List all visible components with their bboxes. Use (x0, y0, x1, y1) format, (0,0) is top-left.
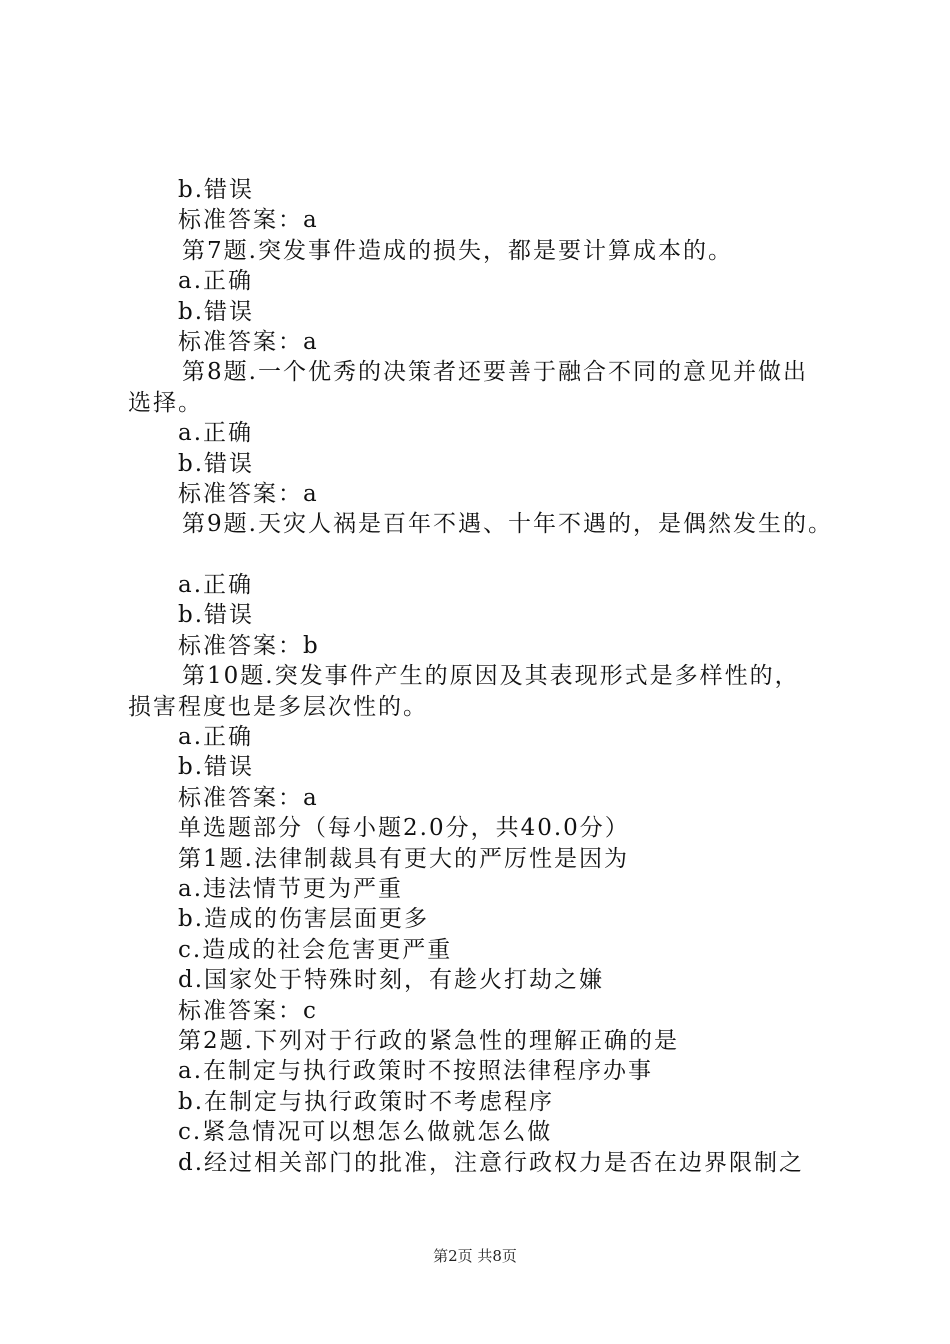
page-footer: 第2页 共8页 (433, 1247, 517, 1265)
question-9: 第9题.天灾人祸是百年不遇、十年不遇的，是偶然发生的。 (182, 511, 833, 538)
question-1: 第1题.法律制裁具有更大的严厉性是因为 (178, 845, 629, 872)
question-8-continued: 选择。 (128, 389, 203, 416)
option-d: d.国家处于特殊时刻，有趁火打劫之嫌 (178, 967, 605, 994)
option-b: b.错误 (178, 450, 255, 477)
option-b: b.错误 (178, 177, 255, 203)
option-b: b.错误 (178, 602, 255, 629)
standard-answer: 标准答案：a (178, 328, 319, 355)
option-a: a.正确 (178, 572, 254, 599)
option-a: a.正确 (178, 724, 254, 751)
document-body (0, 175, 950, 1178)
standard-answer: 标准答案：a (178, 480, 319, 507)
standard-answer: 标准答案：c (178, 997, 318, 1024)
blank-line (0, 540, 950, 570)
question-10-continued: 损害程度也是多层次性的。 (128, 693, 428, 720)
option-a: a.违法情节更为严重 (178, 875, 404, 902)
option-a: a.正确 (178, 420, 254, 447)
option-d: d.经过相关部门的批准，注意行政权力是否在边界限制之 (178, 1149, 805, 1176)
option-b: b.造成的伤害层面更多 (178, 906, 430, 933)
question-10: 第10题.突发事件产生的原因及其表现形式是多样性的， (182, 663, 800, 690)
standard-answer: 标准答案：a (178, 784, 319, 811)
option-b: b.在制定与执行政策时不考虑程序 (178, 1088, 555, 1115)
option-a: a.在制定与执行政策时不按照法律程序办事 (178, 1058, 654, 1085)
option-c: c.紧急情况可以想怎么做就怎么做 (178, 1119, 553, 1146)
option-b: b.错误 (178, 754, 255, 781)
section-heading: 单选题部分（每小题2.0分，共40.0分） (178, 815, 630, 842)
question-7: 第7题.突发事件造成的损失，都是要计算成本的。 (182, 237, 733, 264)
option-a: a.正确 (178, 268, 254, 295)
standard-answer: 标准答案：a (178, 207, 319, 234)
option-b: b.错误 (178, 298, 255, 325)
question-2: 第2题.下列对于行政的紧急性的理解正确的是 (178, 1027, 679, 1054)
question-8: 第8题.一个优秀的决策者还要善于融合不同的意见并做出 (182, 359, 808, 386)
option-c: c.造成的社会危害更严重 (178, 936, 453, 963)
standard-answer: 标准答案：b (178, 632, 320, 659)
